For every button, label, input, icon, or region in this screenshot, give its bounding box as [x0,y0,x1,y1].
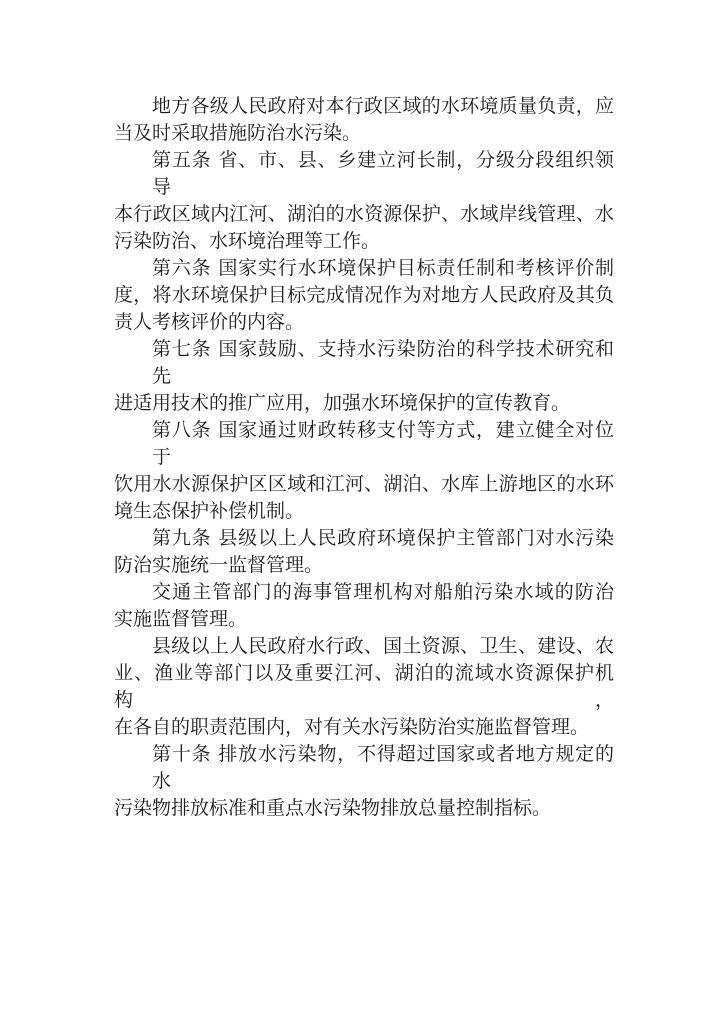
text-line: 进适用技术的推广应用，加强水环境保护的宣传教育。 [114,392,571,414]
text-line: 县级以上人民政府水行政、国土资源、卫生、建设、农 [152,635,614,657]
text-line: 交通主管部门的海事管理机构对船舶污染水域的防治 [152,581,614,603]
text-line: 第八条 国家通过财政转移支付等方式，建立健全对位于 [152,419,614,468]
text-line: 防治实施统一监督管理。 [114,554,324,576]
text-line: 污染防治、水环境治理等工作。 [114,230,381,252]
text-line: 地方各级人民政府对本行政区域的水环境质量负责，应 [152,95,614,117]
text-line: 第十条 排放水污染物，不得超过国家或者地方规定的水 [152,743,614,792]
paragraph-article-9 [114,523,614,577]
text-line: 本行政区域内江河、湖泊的水资源保护、水域岸线管理、水 [114,203,614,225]
text-line: 污染物排放标准和重点水污染物排放总量控制指标。 [114,797,552,819]
paragraph-article-10 [114,739,614,820]
paragraph-article-7 [114,334,614,415]
text-line: 当及时采取措施防治水污染。 [114,122,362,144]
text-line: 饮用水水源保护区区域和江河、湖泊、水库上游地区的水环 [114,473,614,495]
text-line: 度，将水环境保护目标完成情况作为对地方人民政府及其负 [114,284,614,306]
text-line: 第六条 国家实行水环境保护目标责任制和考核评价制 [152,257,614,279]
text-line: 第五条 省、市、县、乡建立河长制，分级分段组织领导 [152,149,614,198]
text-line: 第七条 国家鼓励、支持水污染防治的科学技术研究和先 [152,338,614,387]
text-line: 实施监督管理。 [114,608,248,630]
document-body [114,91,614,820]
text-line: 在各自的职责范围内，对有关水污染防治实施监督管理。 [114,716,590,738]
text-line: 业、渔业等部门以及重要江河、湖泊的流域水资源保护机构， [114,662,614,711]
paragraph-article-8 [114,415,614,523]
paragraph-county-departments [114,631,614,739]
text-line: 境生态保护补偿机制。 [114,500,305,522]
paragraph-local-government-responsibility [114,91,614,145]
paragraph-article-6 [114,253,614,334]
text-line: 第九条 县级以上人民政府环境保护主管部门对水污染 [152,527,614,549]
text-line: 责人考核评价的内容。 [114,311,305,333]
paragraph-maritime-authority [114,577,614,631]
paragraph-article-5 [114,145,614,253]
